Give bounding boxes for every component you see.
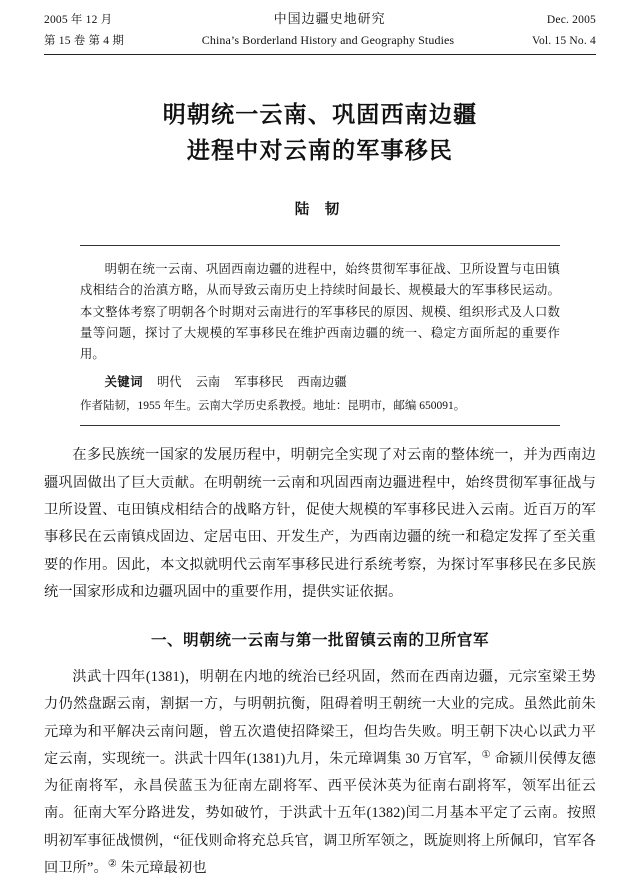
header-divider [44, 54, 596, 55]
running-head [44, 0, 596, 55]
author-affiliation-note: 作者陆韧，1955 年生。云南大学历史系教授。地址：昆明市，邮编 650091。 [80, 399, 466, 412]
article-author: 陆 韧 [294, 202, 346, 219]
paragraph-2-part-4: 朱元璋最初也 [116, 859, 207, 876]
footnote-marker-2: ② [107, 858, 117, 870]
abstract-text: 明朝在统一云南、巩固西南边疆的进程中，始终贯彻军事征战、卫所设置与屯田镇戍相结合的治滇方略，从而导致云南历史上持续时间最长、规模最大的军事移民运动。本文整体考察了明朝各个时期对云南进行的军事移民的原因、规模、组织形式及人口数量等问题，探讨了大规模的军事移民在维护西南边疆的统一、稳定方面所起的重要作用。 [80, 262, 560, 361]
keyword-item: 明代 [157, 375, 182, 390]
section-heading-1: 一、明朝统一云南与第一批留镇云南的卫所官军 [150, 632, 490, 650]
issue-date-en: Dec. 2005 [546, 14, 596, 26]
keywords-line [80, 372, 560, 393]
keyword-items [143, 375, 347, 389]
article-title-line-1: 明朝统一云南、巩固西南边疆 [162, 102, 478, 128]
keyword-item: 云南 [195, 375, 221, 390]
footnote-marker-1: ① [481, 749, 491, 761]
abstract-block [80, 245, 560, 426]
title-block [44, 97, 596, 219]
paragraph-2-part-2: 命颍川侯傅友德为征南将军，永昌侯蓝玉为征南左副将军、西平侯沐英为征南右副将军，领军出征云南。征南大军分路进发，势如破竹，于洪武十五年(1382)闰二月基本平定了云南。按照明初军事征战惯例， [44, 750, 596, 849]
paragraph-2-quote: “征伐则命将充总兵官，调卫所军领之，既旋则将上所佩印，官军各回卫所”。 [44, 832, 596, 876]
issue-date: 2005 年 12 月 [44, 14, 113, 26]
running-head-row-1 [44, 10, 596, 29]
body-paragraph-2 [44, 664, 596, 882]
keyword-item: 西南边疆 [297, 375, 347, 390]
volume-issue-cn: 第 15 卷 第 4 期 [44, 34, 125, 47]
keywords-label: 关键词 [104, 375, 143, 390]
running-head-row-2 [44, 32, 596, 50]
body-paragraph-1: 在多民族统一国家的发展历程中，明朝完全实现了对云南的整体统一，并为西南边疆巩固做出了巨大贡献。在明朝统一云南和巩固西南边疆进程中，始终贯彻军事征战与卫所设置、屯田镇戍相结合的战略方针，促使大规模的军事移民进入云南。近百万的军事移民在云南镇戍固边、定居屯田、开发生产，为西南边疆的统一和稳定发挥了至关重要的作用。因此，本文拟就明代云南军事移民进行系统考察，为探讨军事移民在多民族统一国家形成和边疆巩固中的重要作用，提供实证依据。 [44, 447, 596, 600]
paragraph-2-part-1: 洪武十四年(1381)，明朝在内地的统治已经巩固，然而在西南边疆，元宗室梁王势力仍然盘踞云南，割据一方，与明朝抗衡，阻碍着明王朝统一大业的完成。虽然此前朱元璋为和平解决云南问题，曾五次遣使招降梁王，但均告失败。明王朝下决心以武力平定云南，实现统一。洪武十四年(1381)九月，朱元璋调集 30 万官军， [44, 669, 596, 767]
article-title-line-2: 进程中对云南的军事移民 [186, 137, 454, 163]
journal-title-cn: 中国边疆史地研究 [273, 11, 386, 26]
journal-title-en: China’s Borderland History and Geography Studies [201, 32, 455, 47]
keyword-item: 军事移民 [234, 375, 284, 390]
volume-issue-en: Vol. 15 No. 4 [531, 34, 596, 47]
